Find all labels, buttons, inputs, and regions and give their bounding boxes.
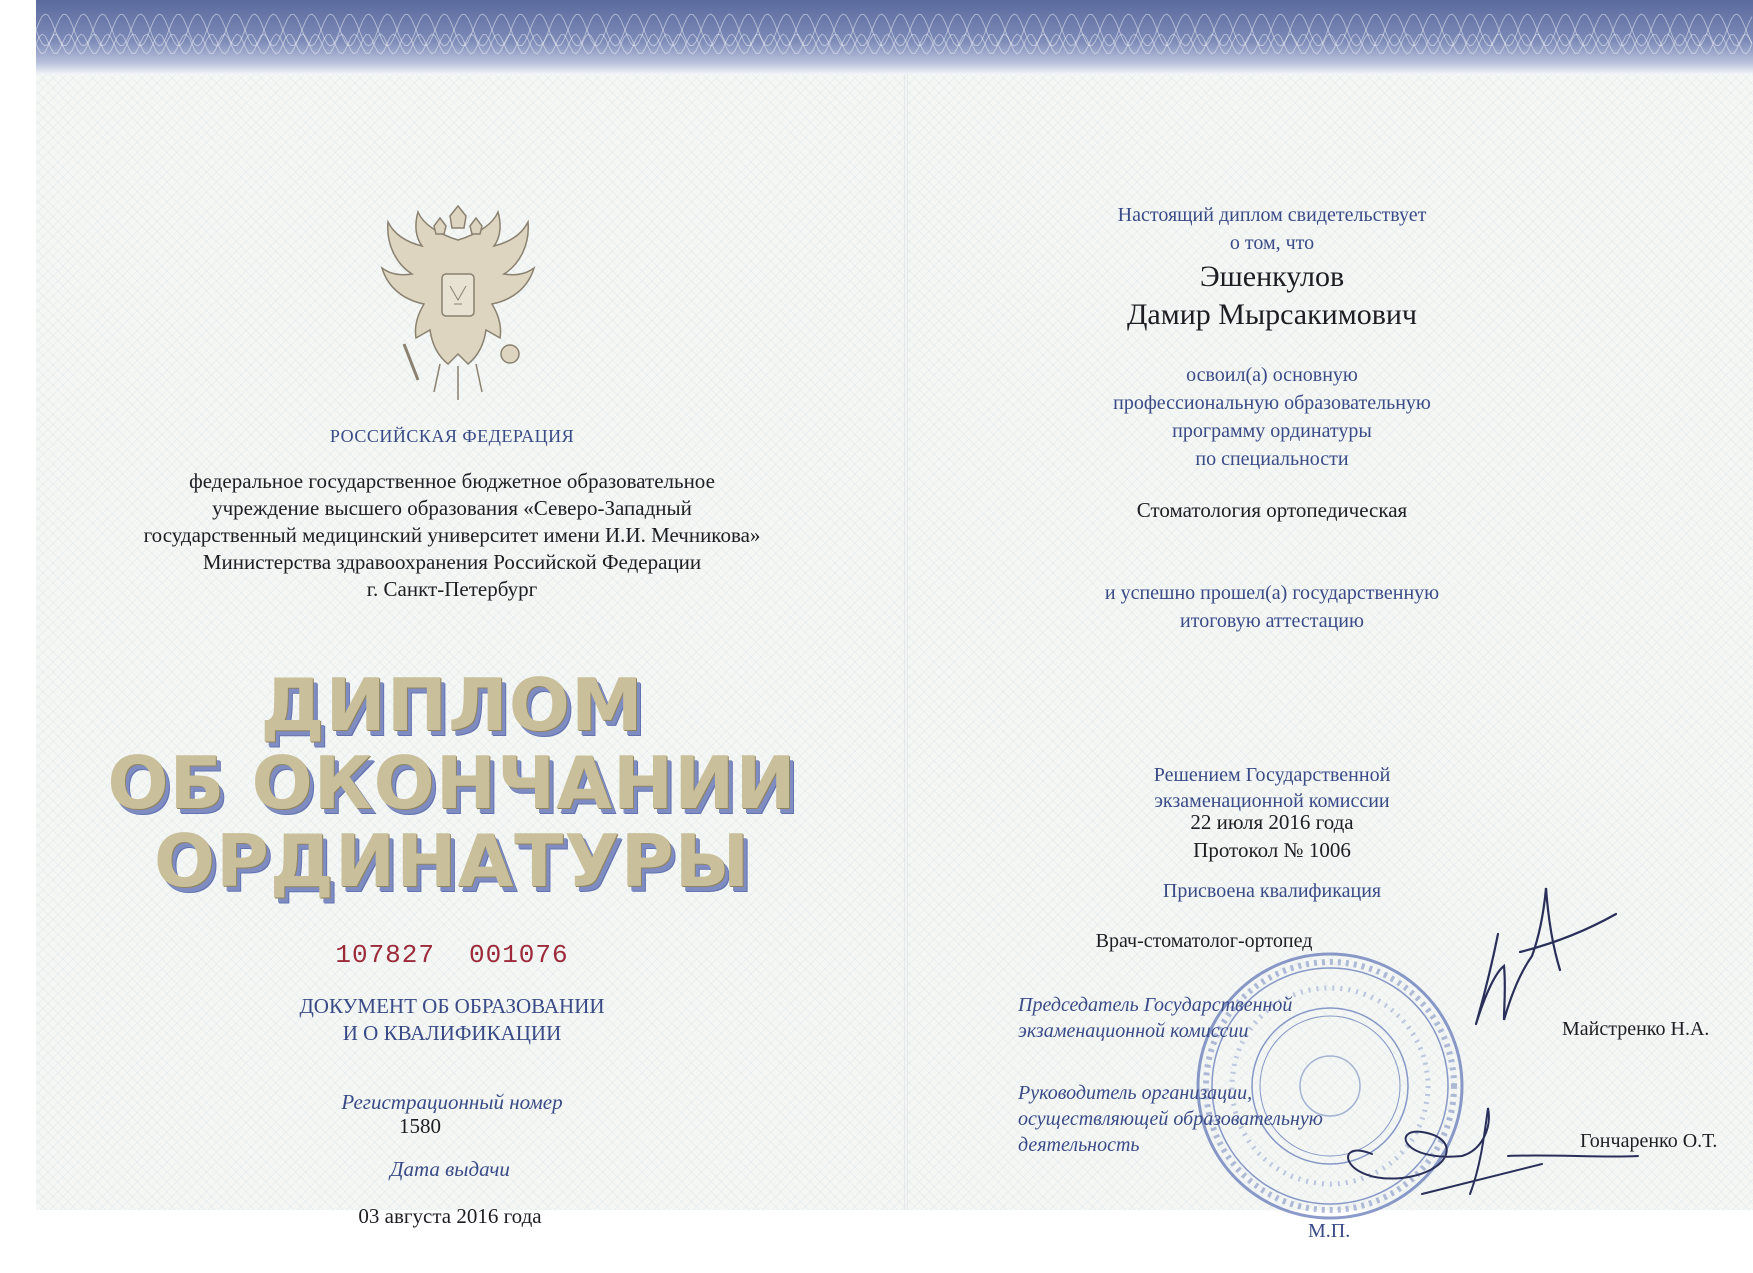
right-page (872, 74, 1753, 1242)
institution-line-3: государственный медицинский университет имени И.И. Мечникова» (143, 523, 761, 547)
diploma-title-line-1: ДИПЛОМ (260, 663, 644, 747)
head-title-line-1: Руководитель организации, (1018, 1082, 1253, 1104)
graduate-surname: Эшенкулов (1199, 260, 1345, 293)
intro-line-2: о том, что (1229, 232, 1315, 254)
issue-date-label: Дата выдачи (390, 1157, 510, 1181)
issue-date: 03 августа 2016 года (358, 1204, 542, 1228)
registration-number-label: Регистрационный номер (341, 1090, 563, 1114)
decorative-guilloche-band (36, 0, 1753, 74)
program-line-2: профессиональную образовательную (1113, 392, 1431, 414)
head-title-line-2: осуществляющей образовательную (1018, 1108, 1323, 1130)
intro-line-1: Настоящий диплом свидетельствует (1117, 204, 1427, 226)
program-line-4: по специальности (1195, 448, 1349, 470)
attestation-line-1: и успешно прошел(а) государственную (1104, 582, 1440, 604)
institution-line-1: федеральное государственное бюджетное образовательное (189, 469, 715, 493)
head-title-line-3: деятельность (1018, 1134, 1140, 1156)
chair-name: Майстренко Н.А. (1562, 1018, 1710, 1040)
country-name: РОССИЙСКАЯ ФЕДЕРАЦИЯ (329, 426, 575, 446)
institution-line-2: учреждение высшего образования «Северо-Западный (212, 496, 692, 520)
specialty: Стоматология ортопедическая (1136, 498, 1408, 522)
registration-number: 1580 (399, 1114, 441, 1138)
guilloche-pattern (36, 0, 1753, 74)
decision-date: 22 июля 2016 года (1190, 810, 1354, 834)
institution-line-5: г. Санкт-Петербург (366, 577, 538, 601)
head-name: Гончаренко О.Т. (1580, 1130, 1718, 1152)
graduate-given-name: Дамир Мырсакимович (1126, 298, 1418, 331)
program-line-1: освоил(а) основную (1186, 364, 1358, 386)
diploma-title-line-3: ОРДИНАТУРЫ (153, 819, 751, 903)
left-page (36, 74, 868, 1228)
protocol-number: Протокол № 1006 (1193, 838, 1351, 862)
serial-digits: 001076 (469, 940, 569, 970)
coat-of-arms-emblem (378, 204, 538, 404)
serial-series: 107827 (335, 940, 435, 970)
document-type-line-1: ДОКУМЕНТ ОБ ОБРАЗОВАНИИ (299, 994, 605, 1018)
qualification-label: Присвоена квалификация (1162, 880, 1382, 902)
institution-line-4: Министерства здравоохранения Российской Федерации (202, 550, 702, 574)
decision-line-2: экзаменационной комиссии (1154, 790, 1390, 812)
chair-title-line-2: экзаменационной комиссии (1018, 1020, 1249, 1042)
chair-title-line-1: Председатель Государственной (1018, 994, 1293, 1016)
diploma-title-line-2: ОБ ОКОНЧАНИИ (107, 741, 797, 825)
document-type-line-2: И О КВАЛИФИКАЦИИ (342, 1021, 562, 1045)
attestation-line-2: итоговую аттестацию (1180, 610, 1364, 632)
qualification: Врач-стоматолог-ортопед (1095, 930, 1313, 952)
decision-line-1: Решением Государственной (1153, 764, 1391, 786)
program-line-3: программу ординатуры (1172, 420, 1372, 442)
serial-number (36, 940, 868, 970)
stamp-place-mark: М.П. (1308, 1220, 1351, 1242)
